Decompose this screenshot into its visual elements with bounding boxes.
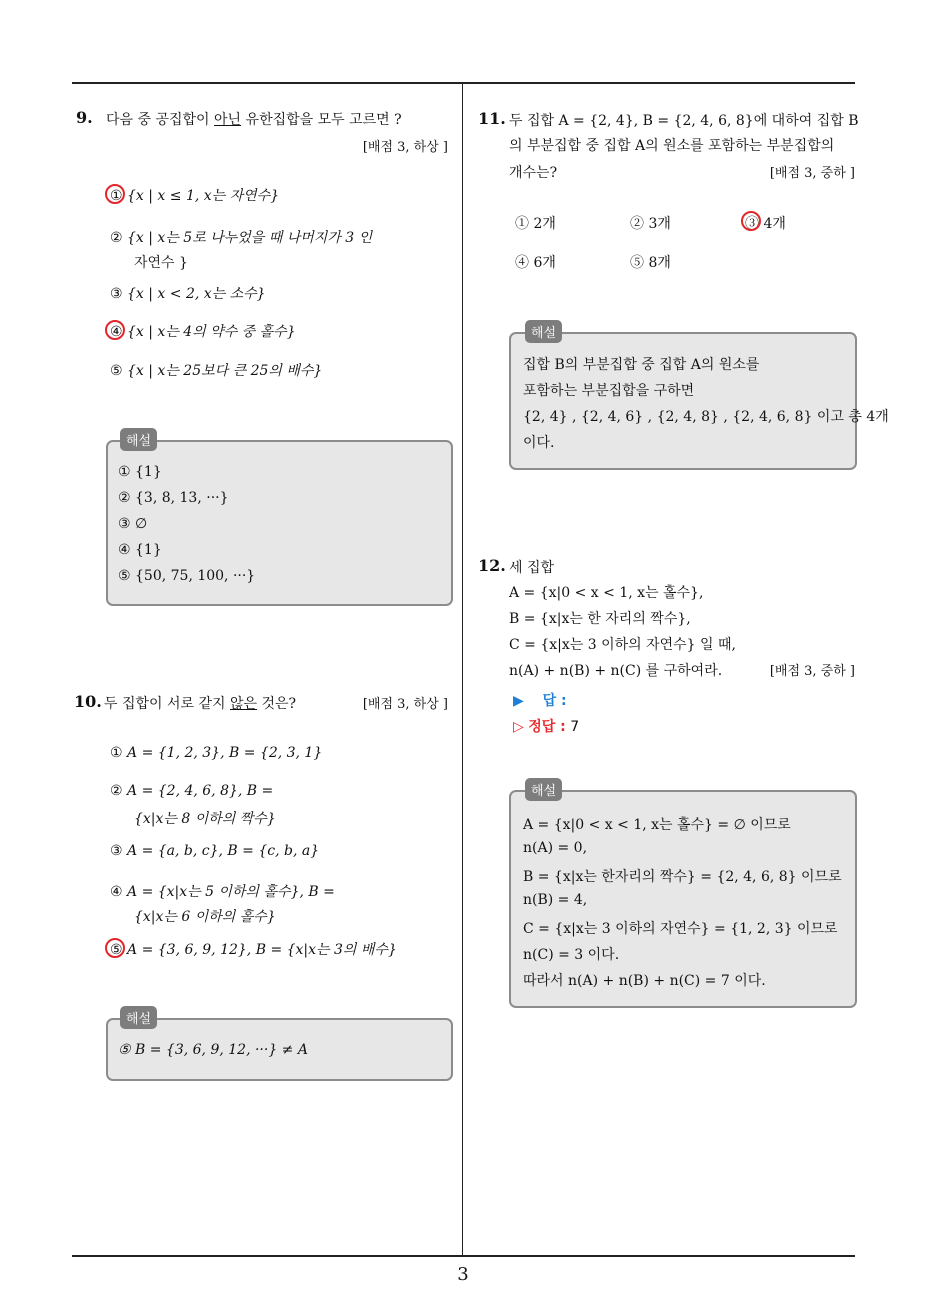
answer-circle-mark	[105, 184, 125, 204]
question-text-line: B = {x|x는 한 자리의 짝수},	[509, 611, 691, 627]
solution-box	[106, 1012, 453, 1081]
answer-circle-mark	[741, 211, 761, 231]
question-number: 10.	[74, 692, 102, 711]
question-text-line: A = {x|0 < x < 1, x는 홀수},	[509, 585, 704, 601]
column-divider	[462, 84, 463, 1256]
correct-answer-label: 정답 :	[528, 719, 566, 735]
choice-1[interactable]: ① 2개	[515, 216, 556, 232]
solution-line: 포함하는 부분집합을 구하면	[523, 383, 695, 399]
choice-5[interactable]: ⑤ {x | x는 25보다 큰 25의 배수}	[110, 363, 323, 379]
solution-box	[509, 784, 857, 1008]
solution-line: A = {x|0 < x < 1, x는 홀수} = ∅ 이므로	[523, 817, 791, 833]
question-number: 9.	[76, 108, 93, 127]
question-text-line: 개수는?	[509, 165, 558, 181]
answer-circle-mark	[105, 938, 125, 958]
solution-tag: 해설	[120, 428, 157, 451]
answer-circle-mark	[105, 320, 125, 340]
correct-answer-row	[513, 716, 579, 736]
question-text-line: n(A) + n(B) + n(C) 를 구하여라.	[509, 663, 723, 679]
solution-line: 집합 B의 부분집합 중 집합 A의 원소를	[523, 357, 760, 373]
play-icon: ▶	[513, 693, 524, 709]
solution-line: n(B) = 4,	[523, 892, 588, 908]
solution-line: ⑤ B = {3, 6, 9, 12, ···} ≠ A	[118, 1042, 308, 1058]
choice-3[interactable]: ③ {x | x < 2, x는 소수}	[110, 286, 266, 302]
answer-label: 답 :	[542, 693, 567, 709]
question-text-line: 의 부분집합 중 집합 A의 원소를 포함하는 부분집합의	[509, 138, 835, 154]
solution-tag: 해설	[525, 778, 562, 801]
correct-answer-value: 7	[570, 719, 580, 735]
solution-line: 이다.	[523, 435, 555, 451]
play-outline-icon: ▷	[513, 719, 524, 735]
solution-tag: 해설	[525, 320, 562, 343]
solution-tag: 해설	[120, 1006, 157, 1029]
choice-2[interactable]: ② {x | x는 5로 나누었을 때 나머지가 3 인	[110, 230, 373, 246]
solution-line: 따라서 n(A) + n(B) + n(C) = 7 이다.	[523, 973, 766, 989]
choice-2-continued: 자연수 }	[134, 255, 188, 271]
choice-3[interactable]: ③ 4개	[745, 216, 786, 232]
solution-line: ① {1}	[118, 464, 162, 480]
score-label: [배점 3, 하상 ]	[362, 697, 448, 712]
top-rule	[72, 82, 855, 84]
score-label: [배점 3, 중하 ]	[769, 166, 855, 181]
solution-line: {2, 4} , {2, 4, 6} , {2, 4, 8} , {2, 4, 6, 8} 이고 총 4개	[523, 409, 889, 425]
choice-4[interactable]: ④ A = {x|x는 5 이하의 홀수}, B =	[110, 884, 335, 900]
question-text-line: C = {x|x는 3 이하의 자연수} 일 때,	[509, 637, 736, 653]
solution-box	[106, 434, 453, 606]
choice-2[interactable]: ② 3개	[630, 216, 671, 232]
choice-4[interactable]: ④ {x | x는 4의 약수 중 홀수}	[110, 324, 296, 340]
solution-line: n(A) = 0,	[523, 840, 588, 856]
choice-5[interactable]: ⑤ A = {3, 6, 9, 12}, B = {x|x는 3의 배수}	[110, 942, 397, 958]
choice-4-continued: {x|x는 6 이하의 홀수}	[134, 909, 276, 925]
score-label: [배점 3, 하상 ]	[362, 140, 448, 155]
choice-1[interactable]: ① A = {1, 2, 3}, B = {2, 3, 1}	[110, 745, 323, 761]
bottom-rule	[72, 1255, 855, 1257]
page-number: 3	[457, 1264, 469, 1285]
solution-line: ④ {1}	[118, 542, 162, 558]
choice-5[interactable]: ⑤ 8개	[630, 255, 671, 271]
solution-line: ② {3, 8, 13, ···}	[118, 490, 229, 506]
choice-4[interactable]: ④ 6개	[515, 255, 556, 271]
solution-line: ⑤ {50, 75, 100, ···}	[118, 568, 256, 584]
question-text-line: 세 집합	[509, 560, 555, 576]
question-number: 12.	[478, 556, 506, 575]
score-label: [배점 3, 중하 ]	[769, 664, 855, 679]
question-text: 두 집합이 서로 같지 않은 것은?	[104, 696, 297, 712]
solution-line: ③ ∅	[118, 516, 148, 532]
answer-row	[513, 690, 567, 710]
question-text: 다음 중 공집합이 아닌 유한집합을 모두 고르면 ?	[106, 112, 402, 128]
question-text-line: 두 집합 A = {2, 4}, B = {2, 4, 6, 8}에 대하여 집합 B	[509, 113, 859, 129]
solution-line: n(C) = 3 이다.	[523, 947, 620, 963]
solution-line: C = {x|x는 3 이하의 자연수} = {1, 2, 3} 이므로	[523, 921, 838, 937]
choice-3[interactable]: ③ A = {a, b, c}, B = {c, b, a}	[110, 843, 320, 859]
solution-line: B = {x|x는 한자리의 짝수} = {2, 4, 6, 8} 이므로	[523, 869, 842, 885]
question-number: 11.	[478, 109, 506, 128]
solution-box	[509, 326, 889, 470]
choice-1[interactable]: ① {x | x ≤ 1, x는 자연수}	[110, 188, 280, 204]
choice-2-continued: {x|x는 8 이하의 짝수}	[134, 811, 276, 827]
choice-2[interactable]: ② A = {2, 4, 6, 8}, B =	[110, 783, 274, 799]
